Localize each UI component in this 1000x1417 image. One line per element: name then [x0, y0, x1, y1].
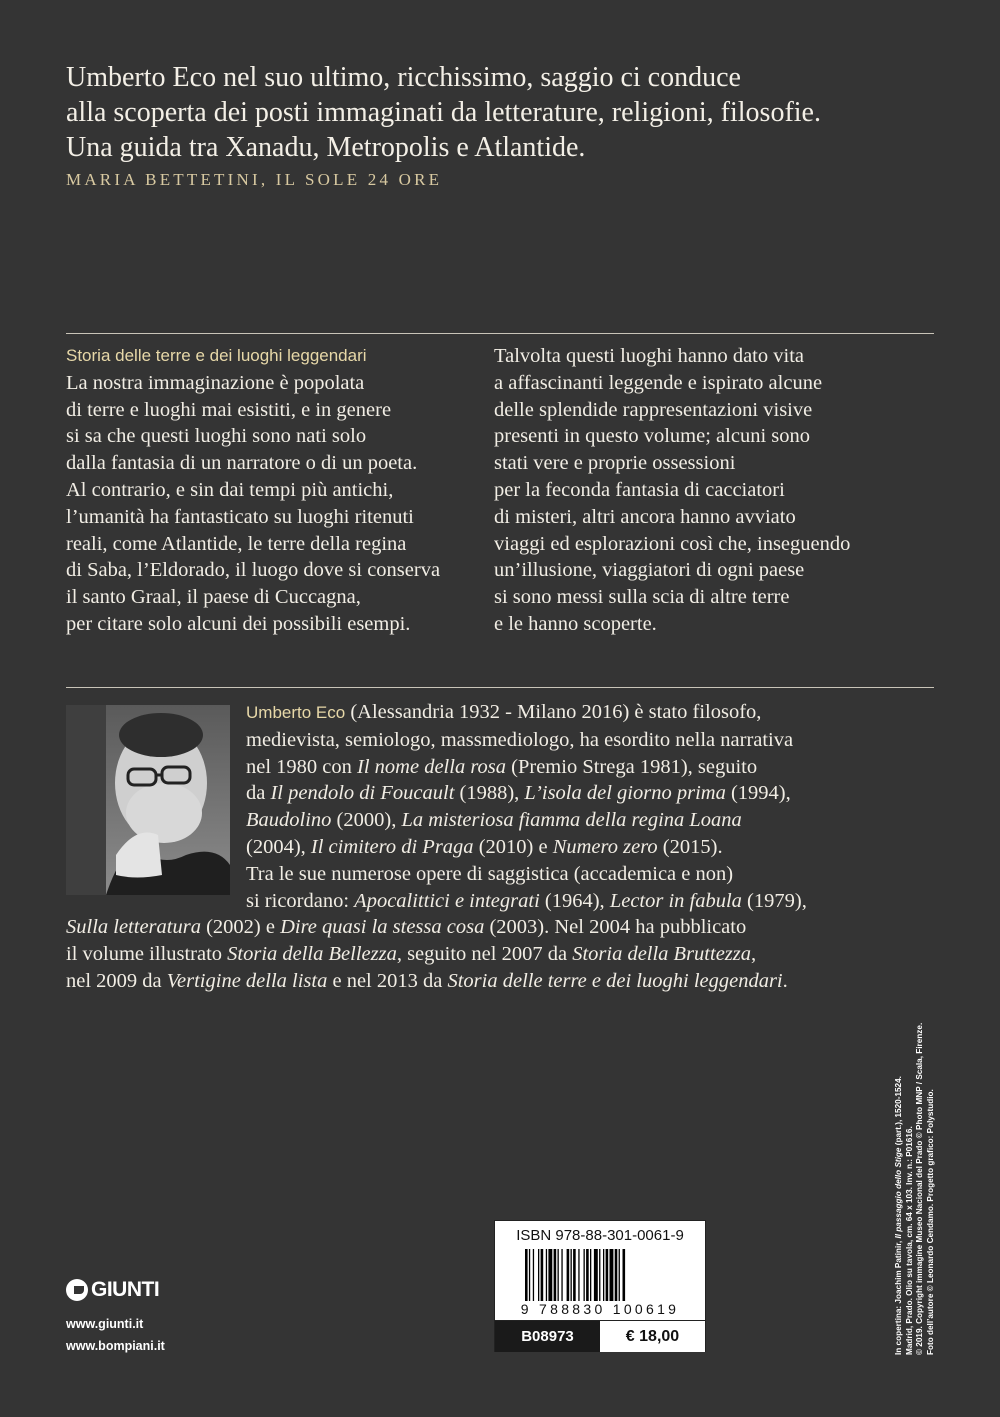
publisher-name: GIUNTI	[91, 1278, 160, 1301]
bio-line: nel 2009 da Vertigine della lista e nel 2013 da Storia delle terre e dei luoghi leggendari.	[66, 969, 788, 992]
quote-line: Umberto Eco nel suo ultimo, ricchissimo, saggio ci conduce	[66, 62, 741, 93]
bio-line: Umberto Eco (Alessandria 1932 - Milano 2016) è stato filosofo,	[246, 701, 762, 723]
barcode-bar	[584, 1249, 585, 1301]
bio-line: medievista, semiologo, massmediologo, ha esordito nella narrativa	[246, 728, 794, 751]
credit-line: In copertina: Joachim Patinir, Il passaggio dello Stige (part.), 1520-1524.	[894, 1076, 903, 1355]
barcode-bar	[578, 1249, 579, 1301]
text-line: Talvolta questi luoghi hanno dato vita	[494, 345, 804, 367]
barcode-bar	[558, 1249, 559, 1301]
text-line: un’illusione, viaggiatori di ogni paese	[494, 559, 805, 582]
publisher-url: www.giunti.it	[66, 1317, 144, 1331]
author-bio	[66, 699, 807, 995]
barcode-bar	[571, 1249, 572, 1301]
barcode-bar	[594, 1249, 598, 1301]
text-line: reali, come Atlantide, le terre della regina	[66, 532, 407, 555]
barcode-bar	[529, 1249, 530, 1301]
quote-line: alla scoperta dei posti immaginati da letterature, religioni, filosofie.	[66, 97, 821, 128]
bio-line: si ricordano: Apocalittici e integrati (1964), Lector in fabula (1979),	[246, 889, 807, 912]
bio-line: nel 1980 con Il nome della rosa (Premio Strega 1981), seguito	[246, 755, 758, 778]
price-row	[495, 1320, 705, 1352]
text-line: stati vere e proprie ossessioni	[494, 452, 736, 475]
product-code: B08973	[495, 1321, 600, 1352]
barcode-bar	[610, 1249, 614, 1301]
text-line: Al contrario, e sin dai tempi più antichi,	[66, 478, 394, 501]
credit-line: Madrid, Prado. Olio su tavola, cm. 64 x 103. Inv. n.: P01616.	[904, 1126, 914, 1355]
description-right-column	[494, 343, 850, 638]
barcode-bar	[561, 1249, 562, 1301]
quote-attribution: MARIA BETTETINI, IL SOLE 24 ORE	[66, 170, 443, 189]
barcode-bar	[546, 1249, 547, 1301]
text-line: il santo Graal, il paese di Cuccagna,	[66, 586, 361, 609]
divider	[66, 687, 934, 688]
text-line: per citare solo alcuni dei possibili esempi.	[66, 612, 411, 635]
bio-line: da Il pendolo di Foucault (1988), L’isola del giorno prima (1994),	[246, 782, 791, 805]
barcode-bar	[606, 1249, 609, 1301]
barcode-box	[494, 1220, 706, 1352]
publisher-logo	[66, 1278, 159, 1302]
description-left-column	[66, 343, 440, 638]
barcode-bar	[623, 1249, 626, 1301]
barcode-bar	[548, 1249, 552, 1301]
credit-line: © 2019. Copyright immagine Museo Nacional del Prado © Photo MNP / Scala, Firenze.	[915, 1022, 924, 1355]
barcode-bar	[538, 1249, 539, 1301]
barcode-bar	[525, 1249, 528, 1301]
text-line: si sa che questi luoghi sono nati solo	[66, 425, 367, 448]
text-line: di terre e luoghi mai esistiti, e in genere	[66, 398, 392, 421]
barcode-bar	[533, 1249, 534, 1301]
barcode-icon	[525, 1249, 675, 1301]
text-line: si sono messi sulla scia di altre terre	[494, 586, 790, 609]
bio-line: il volume illustrato Storia della Bellezza, seguito nel 2007 da Storia della Bruttezza,	[66, 943, 757, 966]
isbn-label: ISBN 978-88-301-0061-9	[516, 1227, 684, 1244]
barcode-bar	[590, 1249, 591, 1301]
text-line: presenti in questo volume; alcuni sono	[494, 425, 810, 448]
price: € 18,00	[600, 1321, 705, 1352]
divider	[66, 333, 934, 334]
ean-number: 9 788830 100619	[520, 1301, 680, 1317]
bio-line: (2004), Il cimitero di Praga (2010) e Numero zero (2015).	[246, 835, 723, 858]
quote-line: Una guida tra Xanadu, Metropolis e Atlantide.	[66, 132, 586, 163]
text-line: e le hanno scoperte.	[494, 612, 657, 635]
text-line: di misteri, altri ancora hanno avviato	[494, 505, 796, 528]
barcode-bar	[554, 1249, 557, 1301]
bio-line: Sulla letteratura (2002) e Dire quasi la stessa cosa (2003). Nel 2004 ha pubblicato	[66, 916, 747, 939]
section-title: Storia delle terre e dei luoghi leggendari	[66, 346, 367, 365]
barcode-bar	[603, 1249, 604, 1301]
text-line: l’umanità ha fantasticato su luoghi ritenuti	[66, 505, 414, 528]
publisher-url: www.bompiani.it	[66, 1339, 165, 1353]
barcode-bar	[599, 1249, 600, 1301]
barcode-bar	[541, 1249, 544, 1301]
cover-credits	[894, 995, 936, 1355]
text-line: dalla fantasia di un narratore o di un poeta.	[66, 452, 418, 475]
text-line: per la feconda fantasia di cacciatori	[494, 478, 785, 501]
review-quote	[66, 60, 946, 165]
credit-line: Foto dell’autore © Leonardo Cendamo. Progetto grafico: Polystudio.	[925, 1089, 935, 1355]
barcode-bar	[586, 1249, 589, 1301]
text-line: a affascinanti leggende e ispirato alcune	[494, 371, 823, 394]
author-name: Umberto Eco	[246, 703, 346, 722]
bio-line: Tra le sue numerose opere di saggistica (accademica e non)	[246, 862, 734, 885]
text-line: La nostra immaginazione è popolata	[66, 371, 365, 394]
barcode-bar	[567, 1249, 570, 1301]
giunti-g-icon	[66, 1279, 88, 1301]
barcode-bar	[615, 1249, 618, 1301]
bio-line: Baudolino (2000), La misteriosa fiamma della regina Loana	[246, 809, 742, 832]
text-line: di Saba, l’Eldorado, il luogo dove si conserva	[66, 559, 441, 582]
text-line: delle splendide rappresentazioni visive	[494, 398, 813, 421]
text-line: viaggi ed esplorazioni così che, inseguendo	[494, 532, 851, 555]
barcode-bar	[573, 1249, 576, 1301]
barcode-bar	[619, 1249, 620, 1301]
